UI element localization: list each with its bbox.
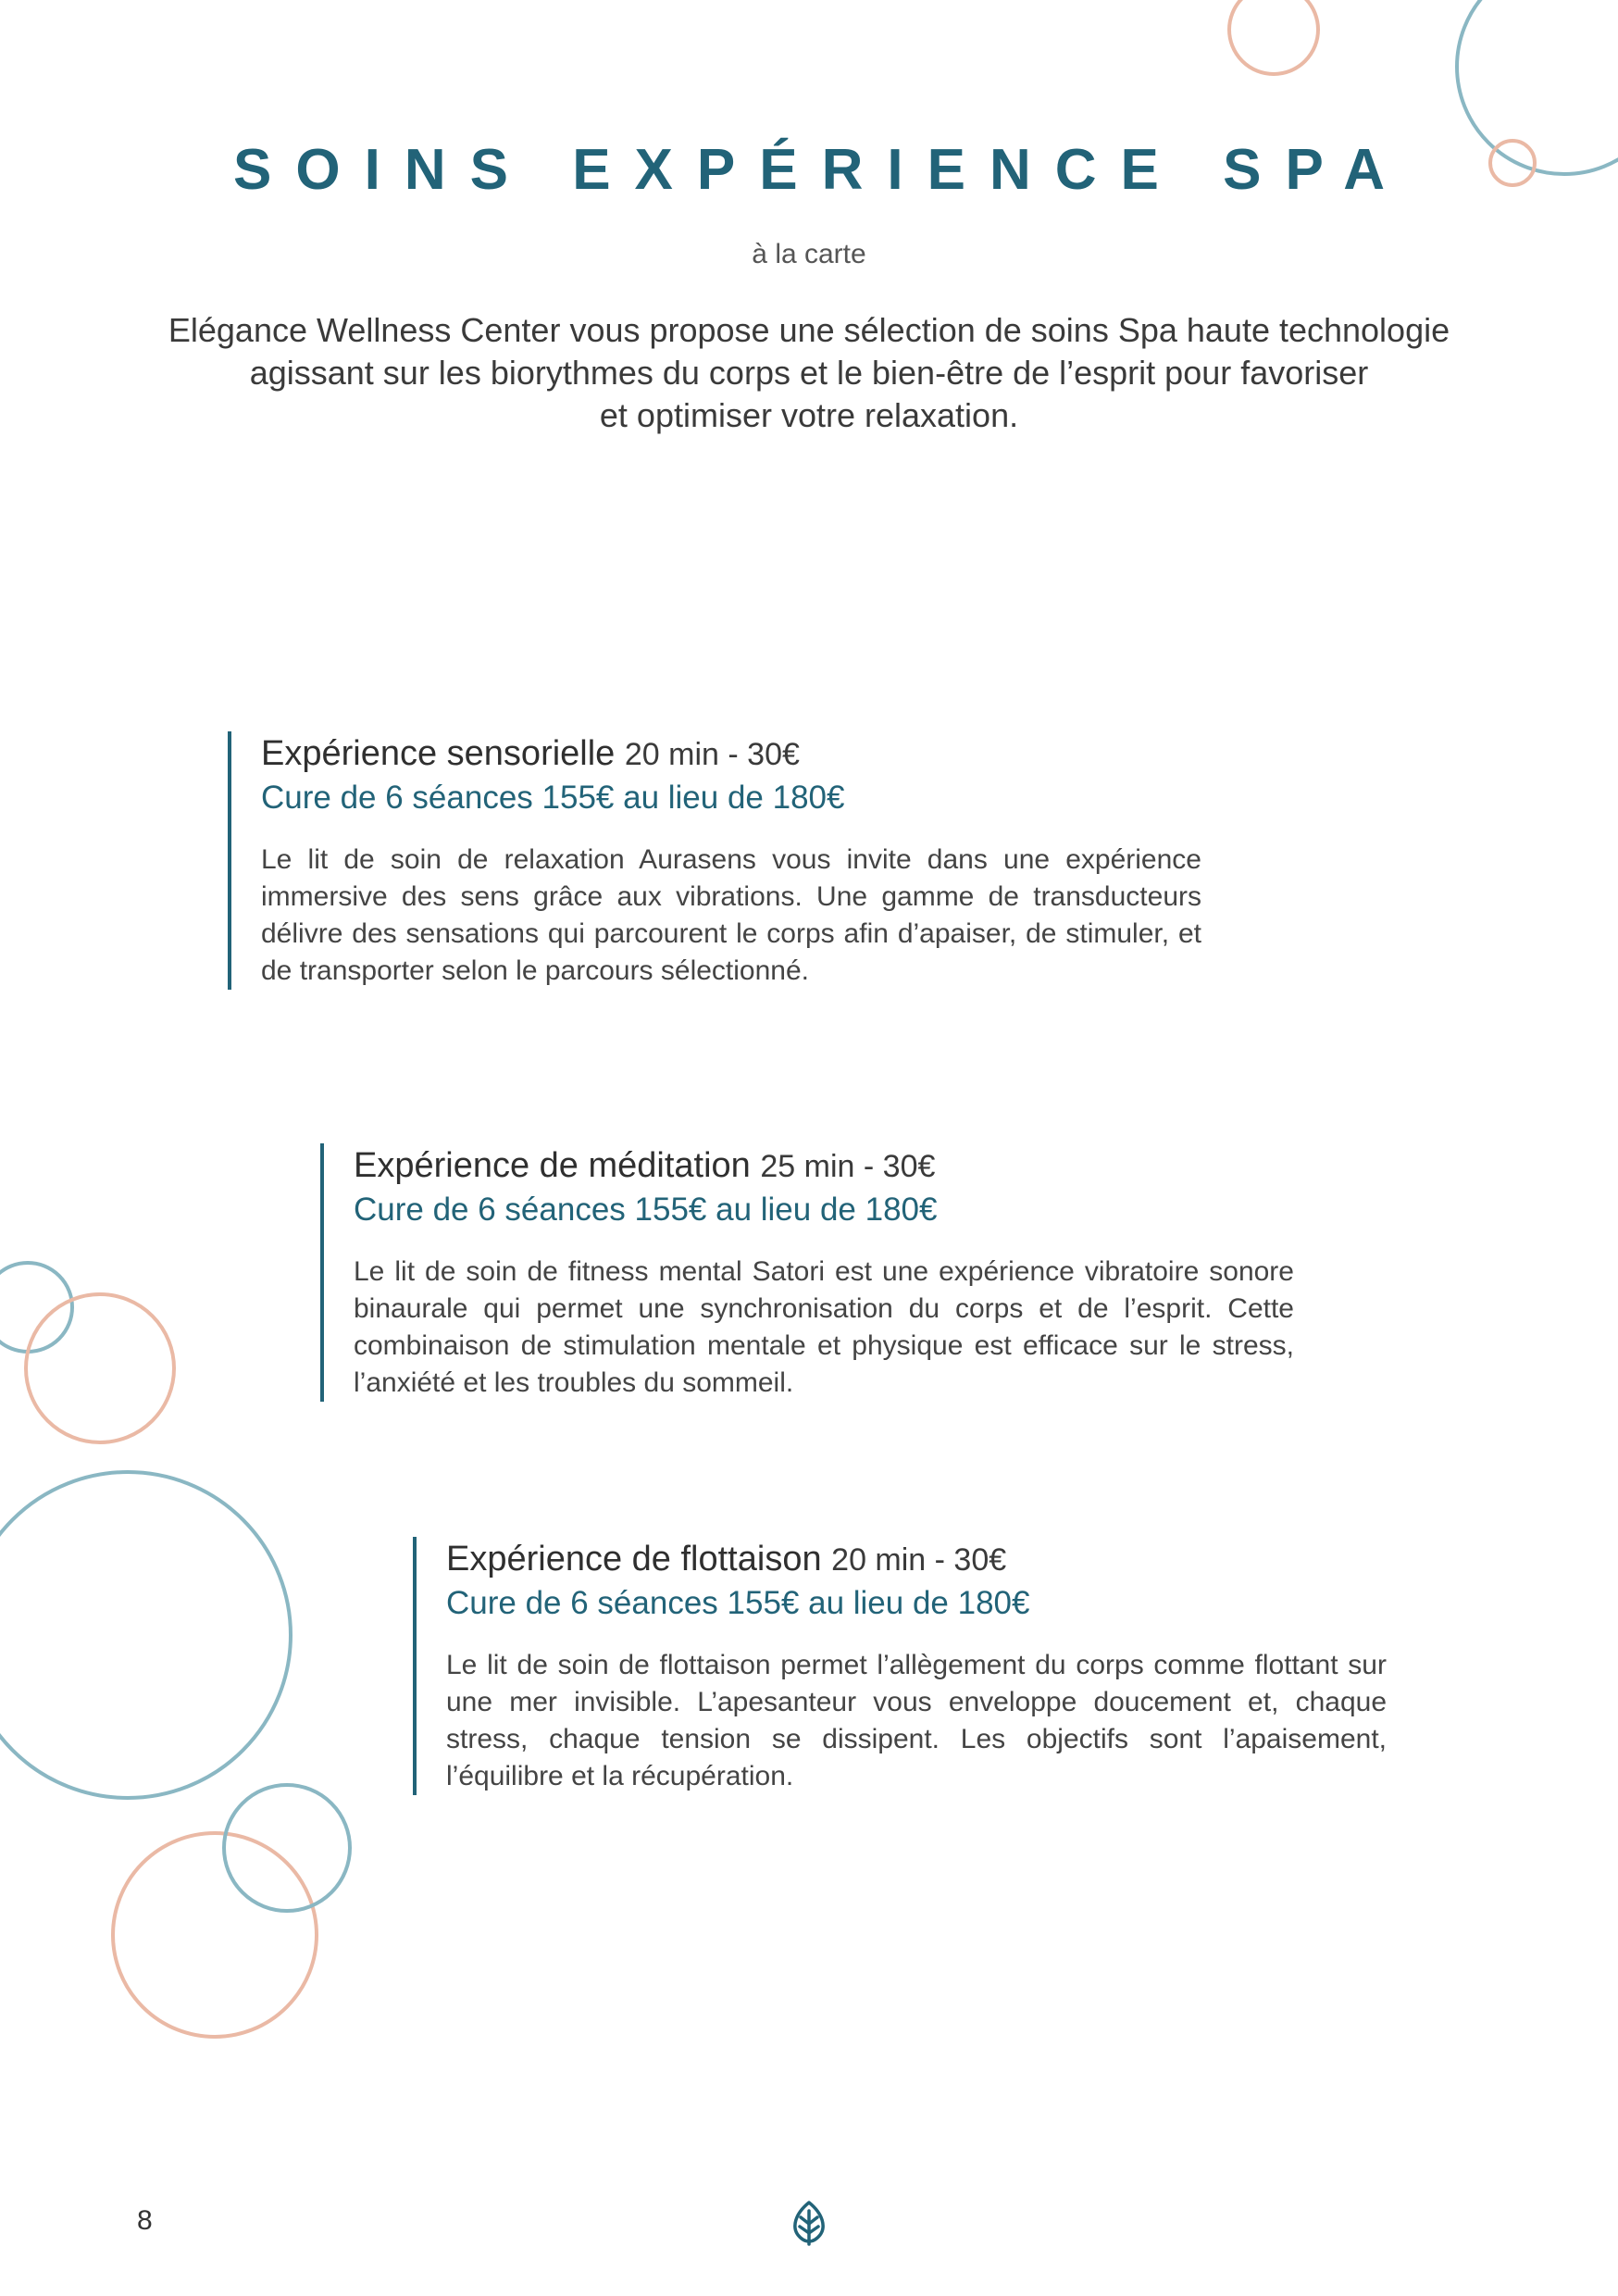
- leaf-icon: [789, 2200, 829, 2246]
- treatment-cure-offer: Cure de 6 séances 155€ au lieu de 180€: [354, 1192, 938, 1228]
- treatment-description: Le lit de soin de relaxation Aurasens vous invite dans une expérience immersive des sens grâce aux vibrations. Une gamme de transducteurs délivre des sensations qui parcourent le corps afin d’apaiser, de stimuler, et de transporter selon le parcours sélectionné.: [261, 844, 1201, 986]
- intro-line: Elégance Wellness Center vous propose une sélection de soins Spa haute technologie: [168, 311, 1450, 349]
- treatment-flottaison: [413, 1537, 1387, 1795]
- intro-line: et optimiser votre relaxation.: [599, 396, 1019, 434]
- treatment-sensorielle: [228, 731, 1201, 990]
- treatment-description: Le lit de soin de fitness mental Satori est une expérience vibratoire sonore binaurale qui permet une synchronisation du corps et de l’esprit. Cette combinaison de stimulation mentale et physique est efficace sur le stress, l’anxiété et les troubles du sommeil.: [354, 1256, 1294, 1398]
- circle-peach-top: [1229, 0, 1318, 74]
- circle-blue-left-large: [0, 1472, 291, 1798]
- treatment-description: Le lit de soin de flottaison permet l’allègement du corps comme flottant sur une mer invisible. L’apesanteur vous enveloppe doucement et, chaque stress, chaque tension se dissipent. Les objectifs sont l’apaisement, l’équilibre et la récupération.: [446, 1650, 1387, 1791]
- circle-blue-left-small: [0, 1263, 72, 1352]
- circle-peach-left: [26, 1294, 174, 1442]
- treatment-heading: [354, 1143, 1294, 1189]
- circle-peach-bottom-left: [113, 1833, 317, 2037]
- page-number: 8: [137, 2205, 153, 2236]
- treatment-duration-price: 25 min - 30€: [760, 1149, 936, 1184]
- page-subtitle: à la carte: [752, 239, 866, 269]
- treatment-name: Expérience sensorielle: [261, 734, 616, 773]
- page-title: SOINS EXPÉRIENCE SPA: [233, 138, 1409, 202]
- treatment-cure-offer: Cure de 6 séances 155€ au lieu de 180€: [446, 1585, 1030, 1621]
- circle-blue-bottom-left: [224, 1785, 350, 1911]
- intro-paragraph: [93, 309, 1525, 437]
- treatment-name: Expérience de méditation: [354, 1146, 751, 1185]
- treatment-cure-offer: Cure de 6 séances 155€ au lieu de 180€: [261, 780, 845, 816]
- treatment-heading: [446, 1537, 1387, 1582]
- treatment-duration-price: 20 min - 30€: [624, 737, 800, 772]
- treatment-heading: [261, 731, 1201, 777]
- treatment-duration-price: 20 min - 30€: [831, 1542, 1007, 1578]
- treatment-name: Expérience de flottaison: [446, 1540, 822, 1578]
- intro-line: agissant sur les biorythmes du corps et le bien-être de l’esprit pour favoriser: [249, 354, 1369, 392]
- treatment-meditation: [320, 1143, 1294, 1402]
